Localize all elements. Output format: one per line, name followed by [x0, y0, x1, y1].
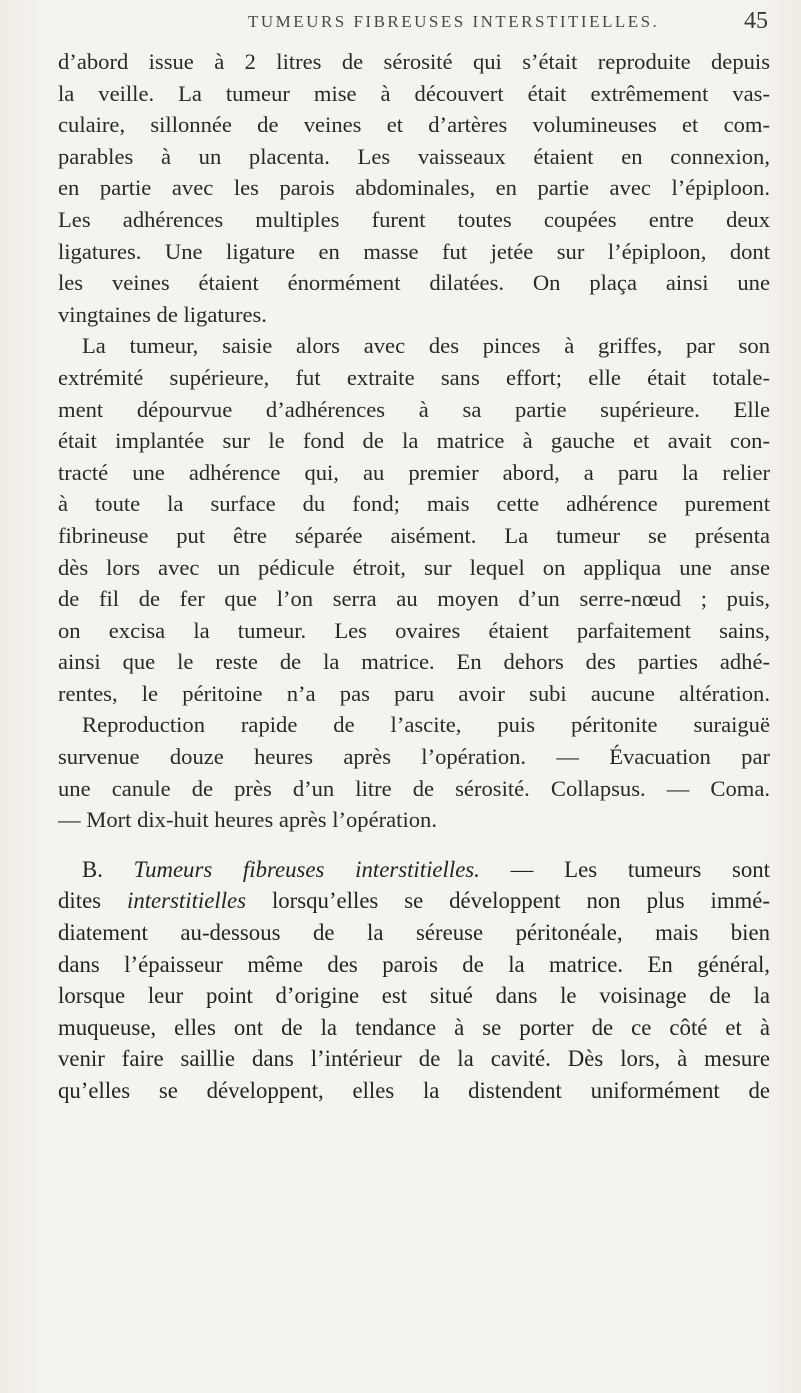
text-line: ligatures. Une ligature en masse fut jetée sur l’épiploon, dont — [58, 238, 770, 264]
text-line: parables à un placenta. Les vaisseaux étaient en connexion, — [58, 143, 770, 169]
text-fragment: dites — [58, 888, 127, 914]
section-title: Tumeurs fibreuses interstitielles. — [133, 856, 480, 882]
text-line: dans l’épaisseur même des parois de la matrice. En général, — [58, 951, 770, 977]
text-line: d’abord issue à 2 litres de sérosité qui s’était reproduite depuis — [58, 49, 770, 74]
text-line: on excisa la tumeur. Les ovaires étaient parfaitement sains, — [58, 617, 770, 643]
text-line: survenue douze heures après l’opération. — Évacuation par — [58, 744, 770, 770]
text-line: à toute la surface du fond; mais cette adhérence purement — [58, 491, 770, 517]
text-line: une canule de près d’un litre de sérosité. Collapsus. — Coma. — [58, 775, 770, 801]
text-line: était implantée sur le fond de la matrice à gauche et avait con- — [58, 428, 770, 454]
text-line: dès lors avec un pédicule étroit, sur lequel on appliqua une anse — [58, 554, 770, 580]
section-heading-line — [58, 854, 770, 886]
text-line: Les adhérences multiples furent toutes coupées entre deux — [58, 206, 770, 232]
text-line: rentes, le péritoine n’a pas paru avoir subi aucune altération. — [58, 680, 770, 706]
text-line: tracté une adhérence qui, au premier abord, a paru la relier — [58, 459, 770, 485]
italic-term: interstitielles — [126, 888, 247, 914]
text-line: — Mort dix-huit heures après l’opération. — [58, 807, 437, 833]
text-line: Reproduction rapide de l’ascite, puis péritonite suraiguë — [82, 712, 770, 738]
text-line: ment dépourvue d’adhérences à sa partie supérieure. Elle — [58, 396, 770, 422]
text-line: fibrineuse put être séparée aisément. La tumeur se présenta — [58, 522, 770, 548]
text-line: qu’elles se développent, elles la distendent uniformément de — [58, 1078, 770, 1103]
text-line: venir faire saillie dans l’intérieur de la cavité. Dès lors, à mesure — [58, 1046, 770, 1072]
text-line: muqueuse, elles ont de la tendance à se porter de ce côté et à — [58, 1014, 770, 1040]
paragraph-continuation — [58, 46, 770, 330]
running-header — [58, 8, 770, 38]
text-line: culaire, sillonnée de veines et d’artères volumineuses et com- — [58, 112, 770, 138]
text-line: La tumeur, saisie alors avec des pinces à griffes, par son — [82, 333, 770, 359]
page-number: 45 — [744, 8, 768, 34]
text-line: de fil de fer que l’on serra au moyen d’un serre-nœud ; puis, — [58, 586, 770, 612]
section-label: B. — [82, 856, 103, 882]
body-text — [58, 46, 770, 1107]
text-line: diatement au-dessous de la séreuse péritonéale, mais bien — [58, 920, 770, 946]
text-fragment: lorsqu’elles se développent non plus immé- — [246, 888, 770, 914]
text-line: lorsque leur point d’origine est situé dans le voisinage de la — [58, 983, 770, 1009]
text-line: la veille. La tumeur mise à découvert était extrêmement vas- — [58, 80, 770, 106]
text-line: les veines étaient énormément dilatées. On plaça ainsi une — [58, 270, 770, 296]
section-title-dash: — Les tumeurs sont — [479, 856, 770, 882]
section-b-interstitial-tumors — [58, 854, 770, 1107]
text-line — [58, 885, 770, 917]
section-spacer — [58, 836, 770, 854]
paragraph-tumor-extraction — [58, 330, 770, 836]
text-line: vingtaines de ligatures. — [58, 301, 267, 327]
text-line: ainsi que le reste de la matrice. En dehors des parties adhé- — [58, 649, 770, 675]
text-line: en partie avec les parois abdominales, en partie avec l’épiploon. — [58, 175, 770, 201]
running-title: TUMEURS FIBREUSES INTERSTITIELLES. — [248, 12, 660, 31]
text-line: extrémité supérieure, fut extraite sans effort; elle était totale- — [58, 364, 770, 390]
